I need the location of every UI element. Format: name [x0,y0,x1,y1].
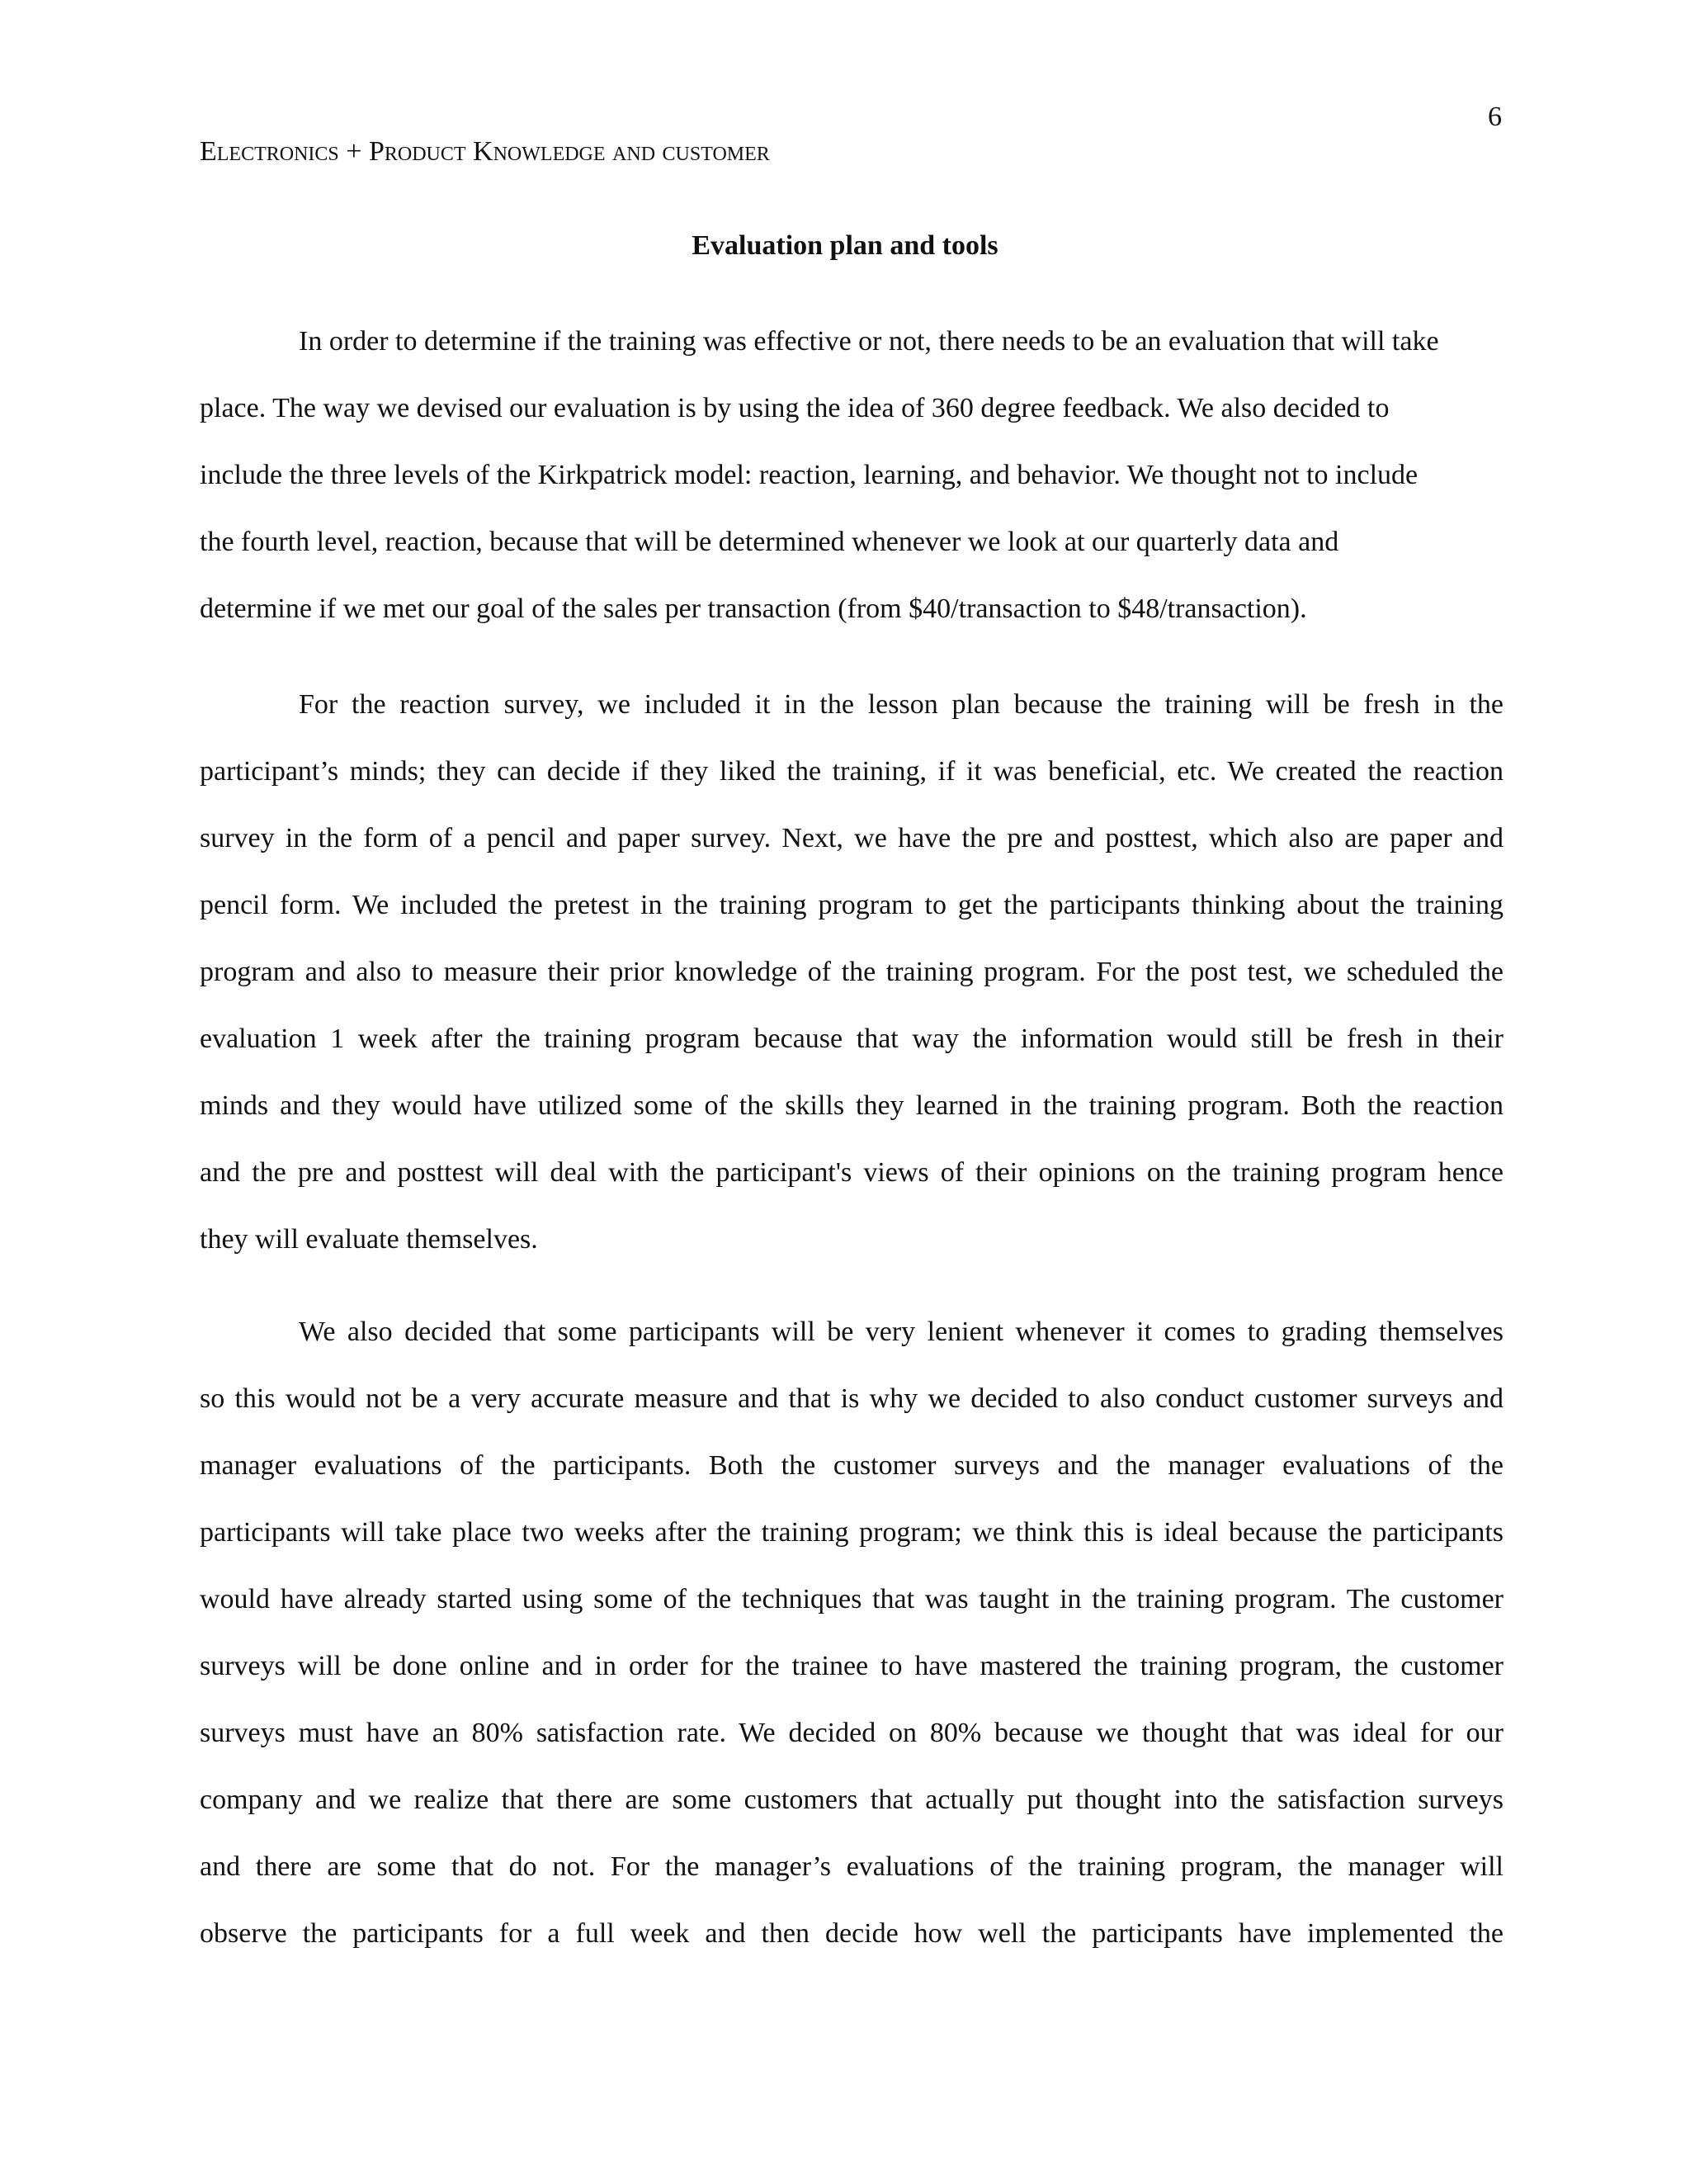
paragraph-line: manager evaluations of the participants. Both the customer surveys and the manager evaluations of the [200,1450,1504,1481]
paragraph-line: surveys will be done online and in order for the trainee to have mastered the training program, the customer [200,1651,1504,1681]
paragraph-line: participant’s minds; they can decide if they liked the training, if it was beneficial, etc. We created the reaction [200,756,1504,787]
paragraph-line: observe the participants for a full week and then decide how well the participants have implemented the [200,1918,1504,1949]
paragraph-2 [200,685,1504,1287]
paragraph-line: In order to determine if the training was effective or not, there needs to be an evaluation that will take [299,326,1439,357]
paragraph-line: and the pre and posttest will deal with the participant's views of their opinions on the training program hence [200,1157,1504,1188]
paragraph-line: surveys must have an 80% satisfaction rate. We decided on 80% because we thought that was ideal for our [200,1718,1504,1748]
paragraph-1 [200,322,1504,656]
paragraph-line: evaluation 1 week after the training program because that way the information would still be fresh in their [200,1023,1504,1054]
paragraph-line: would have already started using some of the techniques that was taught in the training program. The customer [200,1584,1504,1614]
paragraph-line: program and also to measure their prior knowledge of the training program. For the post test, we scheduled the [200,957,1504,987]
paragraph-line: the fourth level, reaction, because that will be determined whenever we look at our quarterly data and [200,527,1339,557]
paragraph-line: participants will take place two weeks after the training program; we think this is ideal because the participants [200,1517,1504,1548]
paragraph-line: and there are some that do not. For the manager’s evaluations of the training program, the manager will [200,1851,1504,1882]
section-title: Evaluation plan and tools [692,230,998,261]
paragraph-line: determine if we met our goal of the sales per transaction (from $40/transaction to $48/transaction). [200,593,1307,624]
paragraph-line: they will evaluate themselves. [200,1224,538,1255]
paragraph-line: We also decided that some participants will be very lenient whenever it comes to grading themselves [299,1317,1504,1347]
paragraph-line: include the three levels of the Kirkpatrick model: reaction, learning, and behavior. We thought not to include [200,460,1419,490]
paragraph-line: company and we realize that there are some customers that actually put thought into the satisfaction surveys [200,1785,1504,1815]
paragraph-line: For the reaction survey, we included it in the lesson plan because the training will be fresh in the [299,689,1504,720]
paragraph-line: so this would not be a very accurate measure and that is why we decided to also conduct customer surveys and [200,1383,1504,1414]
running-head: Electronics + Product Knowledge and customer [200,136,770,167]
paragraph-line: place. The way we devised our evaluation is by using the idea of 360 degree feedback. We also decided to [200,393,1390,423]
paragraph-line: pencil form. We included the pretest in the training program to get the participants thinking about the training [200,890,1504,920]
paragraph-line: survey in the form of a pencil and paper survey. Next, we have the pre and posttest, which also are paper and [200,823,1504,853]
paragraph-3 [200,1312,1504,1981]
paragraph-line: minds and they would have utilized some of the skills they learned in the training program. Both the reaction [200,1090,1504,1121]
page-number: 6 [1488,102,1502,132]
